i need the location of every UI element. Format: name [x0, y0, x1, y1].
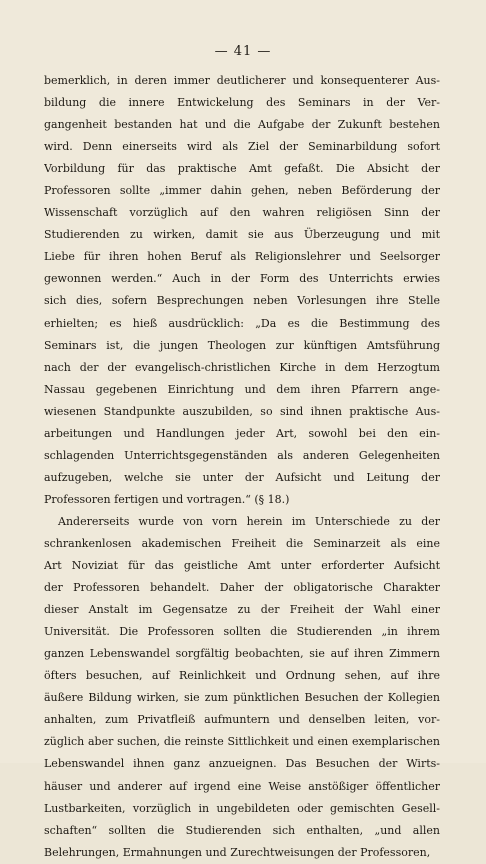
text-line: Nassau gegebenen Einrichtung und dem ihren Pfarrern ange-: [44, 382, 440, 396]
text-line: Art Noviziat für das geistliche Amt unter erforderter Aufsicht: [44, 559, 440, 573]
text-line: bemerklich, in deren immer deutlicherer und konsequenterer Aus-: [44, 74, 440, 87]
text-line: Professoren fertigen und vortragen.“ (§ 18.): [44, 492, 290, 506]
text-line: Andererseits wurde von vorn herein im Unterschiede zu der: [58, 514, 440, 528]
text-line: Universität. Die Professoren sollten die Studierenden „in ihrem: [44, 625, 440, 639]
page-number: — 41 —: [214, 44, 272, 59]
text-line: arbeitungen und Handlungen jeder Art, sowohl bei den ein-: [44, 426, 440, 440]
text-line: schaften“ sollten die Studierenden sich enthalten, „und allen: [44, 823, 440, 837]
text-line: wiesenen Standpunkte auszubilden, so sind ihnen praktische Aus-: [44, 404, 440, 418]
text-line: erhielten; es hieß ausdrücklich: „Da es die Bestimmung des: [44, 316, 440, 330]
text-line: wird. Denn einerseits wird als Ziel der Seminarbildung sofort: [44, 140, 440, 154]
text-line: züglich aber suchen, die reinste Sittlichkeit und einen exemplarischen: [44, 735, 440, 749]
text-line: äußere Bildung wirken, sie zum pünktlichen Besuchen der Kollegien: [44, 691, 440, 705]
text-line: gangenheit bestanden hat und die Aufgabe der Zukunft bestehen: [44, 118, 440, 132]
text-line: öfters besuchen, auf Reinlichkeit und Ordnung sehen, auf ihre: [44, 669, 440, 683]
text-line: der Professoren behandelt. Daher der obligatorische Charakter: [44, 581, 440, 595]
text-line: Professoren sollte „immer dahin gehen, neben Beförderung der: [44, 184, 440, 198]
text-line: Seminars ist, die jungen Theologen zur künftigen Amtsführung: [44, 338, 440, 352]
text-line: Belehrungen, Ermahnungen und Zurechtweisungen der Professoren,: [44, 845, 431, 859]
body-text: [44, 70, 440, 864]
text-line: Lebenswandel ihnen ganz anzueignen. Das Besuchen der Wirts-: [44, 757, 440, 771]
text-line: schlagenden Unterrichtsgegenständen als anderen Gelegenheiten: [44, 448, 440, 462]
text-line: aufzugeben, welche sie unter der Aufsicht und Leitung der: [44, 470, 440, 484]
text-line: Lustbarkeiten, vorzüglich in ungebildeten oder gemischten Gesell-: [44, 801, 440, 815]
text-line: Studierenden zu wirken, damit sie aus Überzeugung und mit: [44, 228, 440, 242]
text-line: gewonnen werden.“ Auch in der Form des Unterrichts erwies: [44, 272, 440, 286]
text-line: häuser und anderer auf irgend eine Weise anstößiger öffentlicher: [44, 779, 440, 793]
text-line: ganzen Lebenswandel sorgfältig beobachten, sie auf ihren Zimmern: [44, 647, 440, 661]
text-line: schrankenlosen akademischen Freiheit die Seminarzeit als eine: [44, 536, 440, 550]
text-line: Liebe für ihren hohen Beruf als Religionslehrer und Seelsorger: [44, 250, 440, 264]
text-line: nach der der evangelisch-christlichen Kirche in dem Herzogtum: [44, 360, 440, 374]
text-line: dieser Anstalt im Gegensatze zu der Freiheit der Wahl einer: [44, 603, 440, 617]
text-line: anhalten, zum Privatfleiß aufmuntern und denselben leiten, vor-: [44, 713, 440, 727]
text-line: sich dies, sofern Besprechungen neben Vorlesungen ihre Stelle: [44, 294, 440, 308]
text-line: Vorbildung für das praktische Amt gefaßt. Die Absicht der: [44, 162, 440, 176]
text-line: bildung die innere Entwickelung des Seminars in der Ver-: [44, 96, 440, 110]
text-line: Wissenschaft vorzüglich auf den wahren religiösen Sinn der: [44, 206, 440, 220]
